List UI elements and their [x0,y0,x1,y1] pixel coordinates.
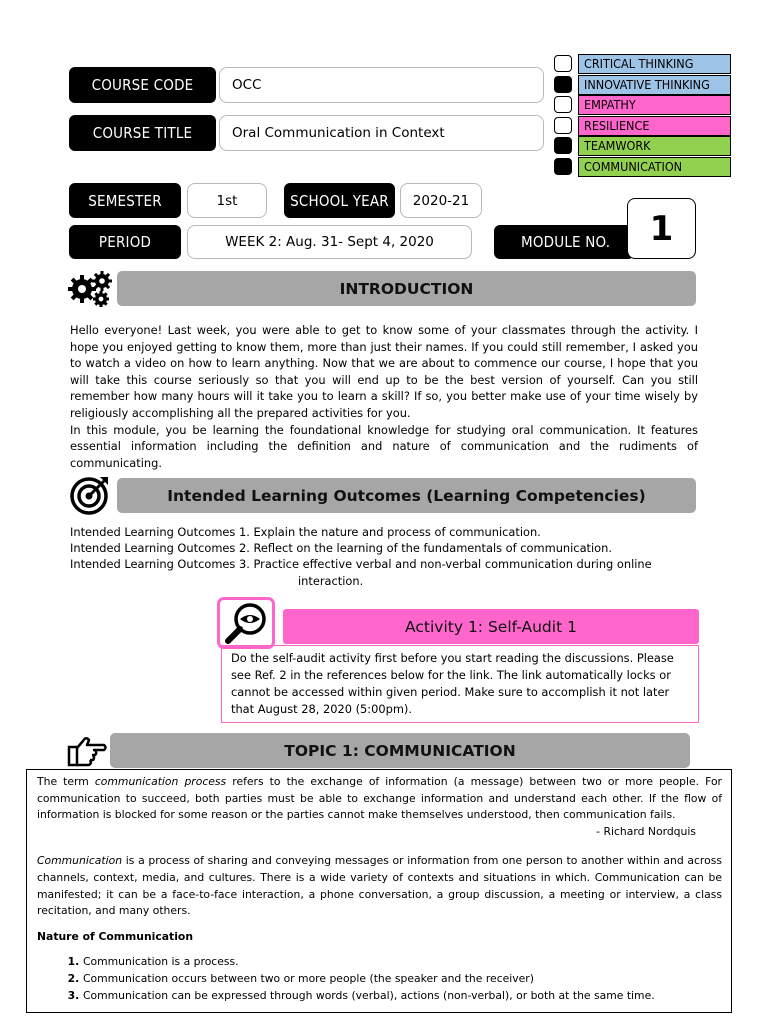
topic-heading: TOPIC 1: COMMUNICATION [110,733,690,768]
skill-resilience [554,116,734,136]
text-run: refers to the exchange of information (a message) between two or more people. For communication to succeed, both parties must be able to exchange information and understand each other. If the flow of information is blocked for some reason or the parties cannot make themselves understood, then communication fails. [37,775,723,822]
skill-label: TEAMWORK [578,136,731,156]
course-title-value: Oral Communication in Context [219,115,544,151]
outcome-item-continuation: interaction. [298,574,364,588]
list-item: 2. Communication occurs between two or more people (the speaker and the receiver) [83,971,722,988]
outcomes-heading: Intended Learning Outcomes (Learning Competencies) [117,478,696,513]
list-item: 3. Communication can be expressed through words (verbal), actions (non-verbal), or both at the same time. [83,988,722,1005]
outcome-item: Intended Learning Outcomes 1. Explain the nature and process of communication. [70,525,541,539]
term-communication-process: communication process [94,775,227,788]
nature-heading: Nature of Communication [37,929,194,943]
period-value: WEEK 2: Aug. 31- Sept 4, 2020 [187,225,472,259]
introduction-paragraph: Hello everyone! Last week, you were able to get to know some of your classmates through the activity. I hope you enjoyed getting to know them, more than just their names. If you could still remember, I asked you to watch a video on how to learn anything. Now that we are about to commence our course, I hope that you will take this course seriously so that you will end up to be the best version of yourself. Can you still remember how many hours will it take you to learn a skill? If so, you better make use of your time wisely by religiously accomplishing all the prepared activities for you. [70,323,698,420]
skill-checkbox[interactable] [554,137,572,154]
text-run: The term [37,775,95,788]
course-code-value: OCC [219,67,544,103]
skill-communication [554,157,734,177]
nature-list [37,954,722,1004]
module-number: 1 [627,198,696,259]
skill-label: EMPATHY [578,95,731,115]
attribution: - Richard Nordquis [596,824,696,838]
target-icon [69,474,111,516]
topic-content-box [26,769,732,1013]
skill-checkbox[interactable] [554,76,572,93]
skill-label: CRITICAL THINKING [578,54,731,74]
module-label: MODULE NO. [494,225,634,259]
skill-checkbox[interactable] [554,55,572,72]
skill-label: RESILIENCE [578,116,731,136]
semester-label: SEMESTER [69,183,181,218]
gears-icon [68,268,114,308]
introduction-paragraph: In this module, you be learning the foundational knowledge for studying oral communication. It features essential information including the definition and nature of communication and the rudiments of communicating. [70,422,698,470]
outcome-item: Intended Learning Outcomes 2. Reflect on the learning of the fundamentals of communication. [70,541,612,555]
pointing-hand-icon [66,733,108,769]
skill-label: COMMUNICATION [578,157,731,177]
skill-checkbox[interactable] [554,158,572,175]
text-run: is a process of sharing and conveying messages or information from one person to another within and across channels, context, media, and cultures. There is a wide variety of contexts and situations in which. Communication can be manifested; it can be a face-to-face interaction, a phone conversation, a group discussion, a meeting or interview, a class recitation, and many others. [37,854,722,918]
introduction-text [70,322,698,471]
introduction-heading: INTRODUCTION [117,271,696,306]
school-year-label: SCHOOL YEAR [284,183,395,218]
course-title-label: COURSE TITLE [69,115,216,151]
topic-paragraph-2 [37,853,722,919]
skill-checkbox[interactable] [554,96,572,113]
activity-heading: Activity 1: Self-Audit 1 [283,609,699,644]
activity-box [221,645,699,723]
list-item: 1. Communication is a process. [83,954,722,971]
skill-teamwork [554,136,734,156]
activity-text: Do the self-audit activity first before you start reading the discussions. Please see Ref. 2 in the references below for the link. The link automatically locks or cannot be accessed within given period. Make sure to accomplish it not later that August 28, 2020 (5:00pm). [231,651,674,716]
topic-paragraph-1 [37,774,722,824]
skill-critical-thinking [554,54,734,74]
semester-value: 1st [187,183,267,218]
outcome-item: Intended Learning Outcomes 3. Practice effective verbal and non-verbal communication during online [70,557,652,571]
course-code-label: COURSE CODE [69,67,216,103]
school-year-value: 2020-21 [400,183,482,218]
skill-label: INNOVATIVE THINKING [578,75,731,95]
magnifier-eye-icon [217,597,275,649]
skill-innovative-thinking [554,75,734,95]
period-label: PERIOD [69,225,181,259]
term-communication: Communication [37,854,123,868]
skill-checkbox[interactable] [554,117,572,134]
skill-empathy [554,95,734,115]
